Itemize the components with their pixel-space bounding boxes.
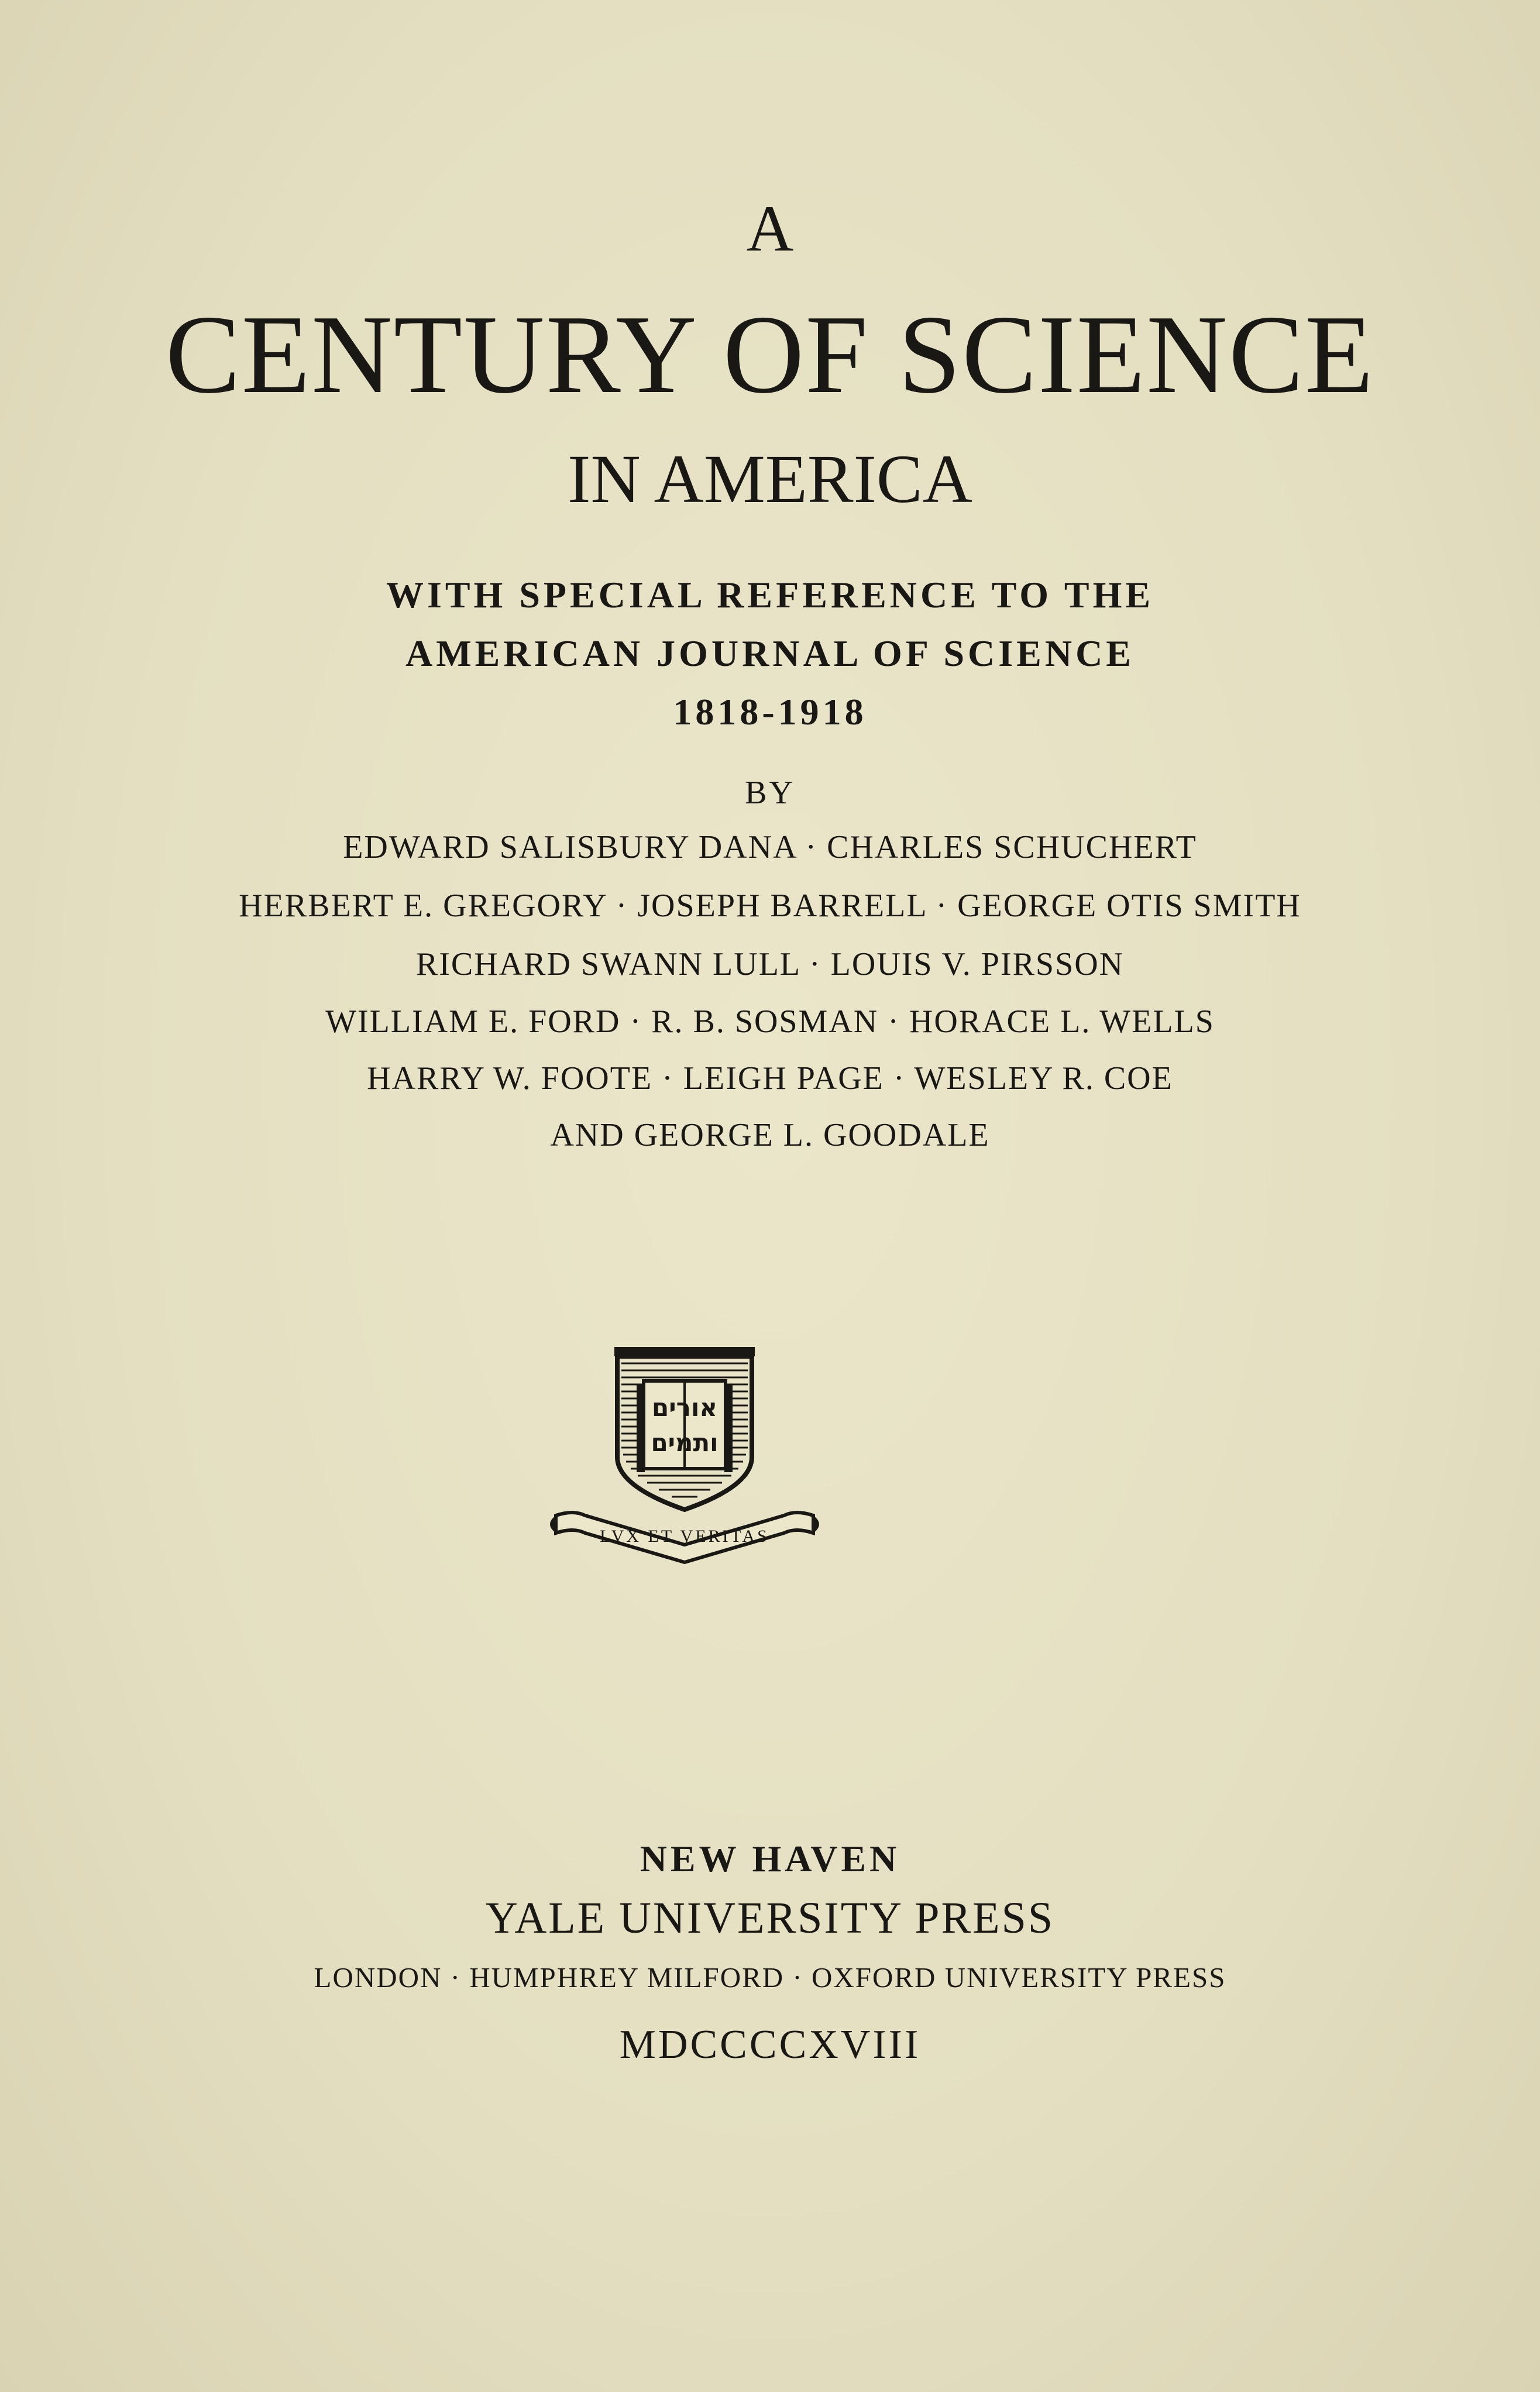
book-title: CENTURY OF SCIENCE (165, 292, 1375, 417)
author-line: AND GEORGE L. GOODALE (550, 1117, 990, 1153)
yale-seal-logo (538, 1340, 831, 1574)
subtitle-years: 1818-1918 (673, 691, 867, 733)
seal-book-text: ותמים (651, 1428, 719, 1457)
author-line: EDWARD SALISBURY DANA · CHARLES SCHUCHERT (343, 829, 1197, 865)
author-line: HARRY W. FOOTE · LEIGH PAGE · WESLEY R. COE (367, 1060, 1173, 1097)
co-publisher: LONDON · HUMPHREY MILFORD · OXFORD UNIVERSITY PRESS (314, 1961, 1226, 1994)
subtitle-line-2: AMERICAN JOURNAL OF SCIENCE (405, 633, 1135, 674)
publisher: YALE UNIVERSITY PRESS (485, 1893, 1055, 1943)
seal-motto: LVX ET VERITAS (600, 1527, 769, 1546)
book-title-sub: IN AMERICA (568, 441, 972, 517)
subtitle-line-1: WITH SPECIAL REFERENCE TO THE (386, 574, 1154, 616)
author-line: WILLIAM E. FORD · R. B. SOSMAN · HORACE L. WELLS (325, 1003, 1215, 1040)
publication-place: NEW HAVEN (640, 1838, 900, 1879)
publication-year: MDCCCCXVIII (619, 2022, 921, 2067)
by-label: BY (745, 775, 795, 811)
author-line: HERBERT E. GREGORY · JOSEPH BARRELL · GEORGE OTIS SMITH (239, 888, 1301, 924)
title-article: A (746, 193, 794, 265)
author-line: RICHARD SWANN LULL · LOUIS V. PIRSSON (415, 946, 1125, 982)
seal-emblem (538, 1340, 831, 1574)
seal-book-text: אורים (652, 1393, 717, 1422)
